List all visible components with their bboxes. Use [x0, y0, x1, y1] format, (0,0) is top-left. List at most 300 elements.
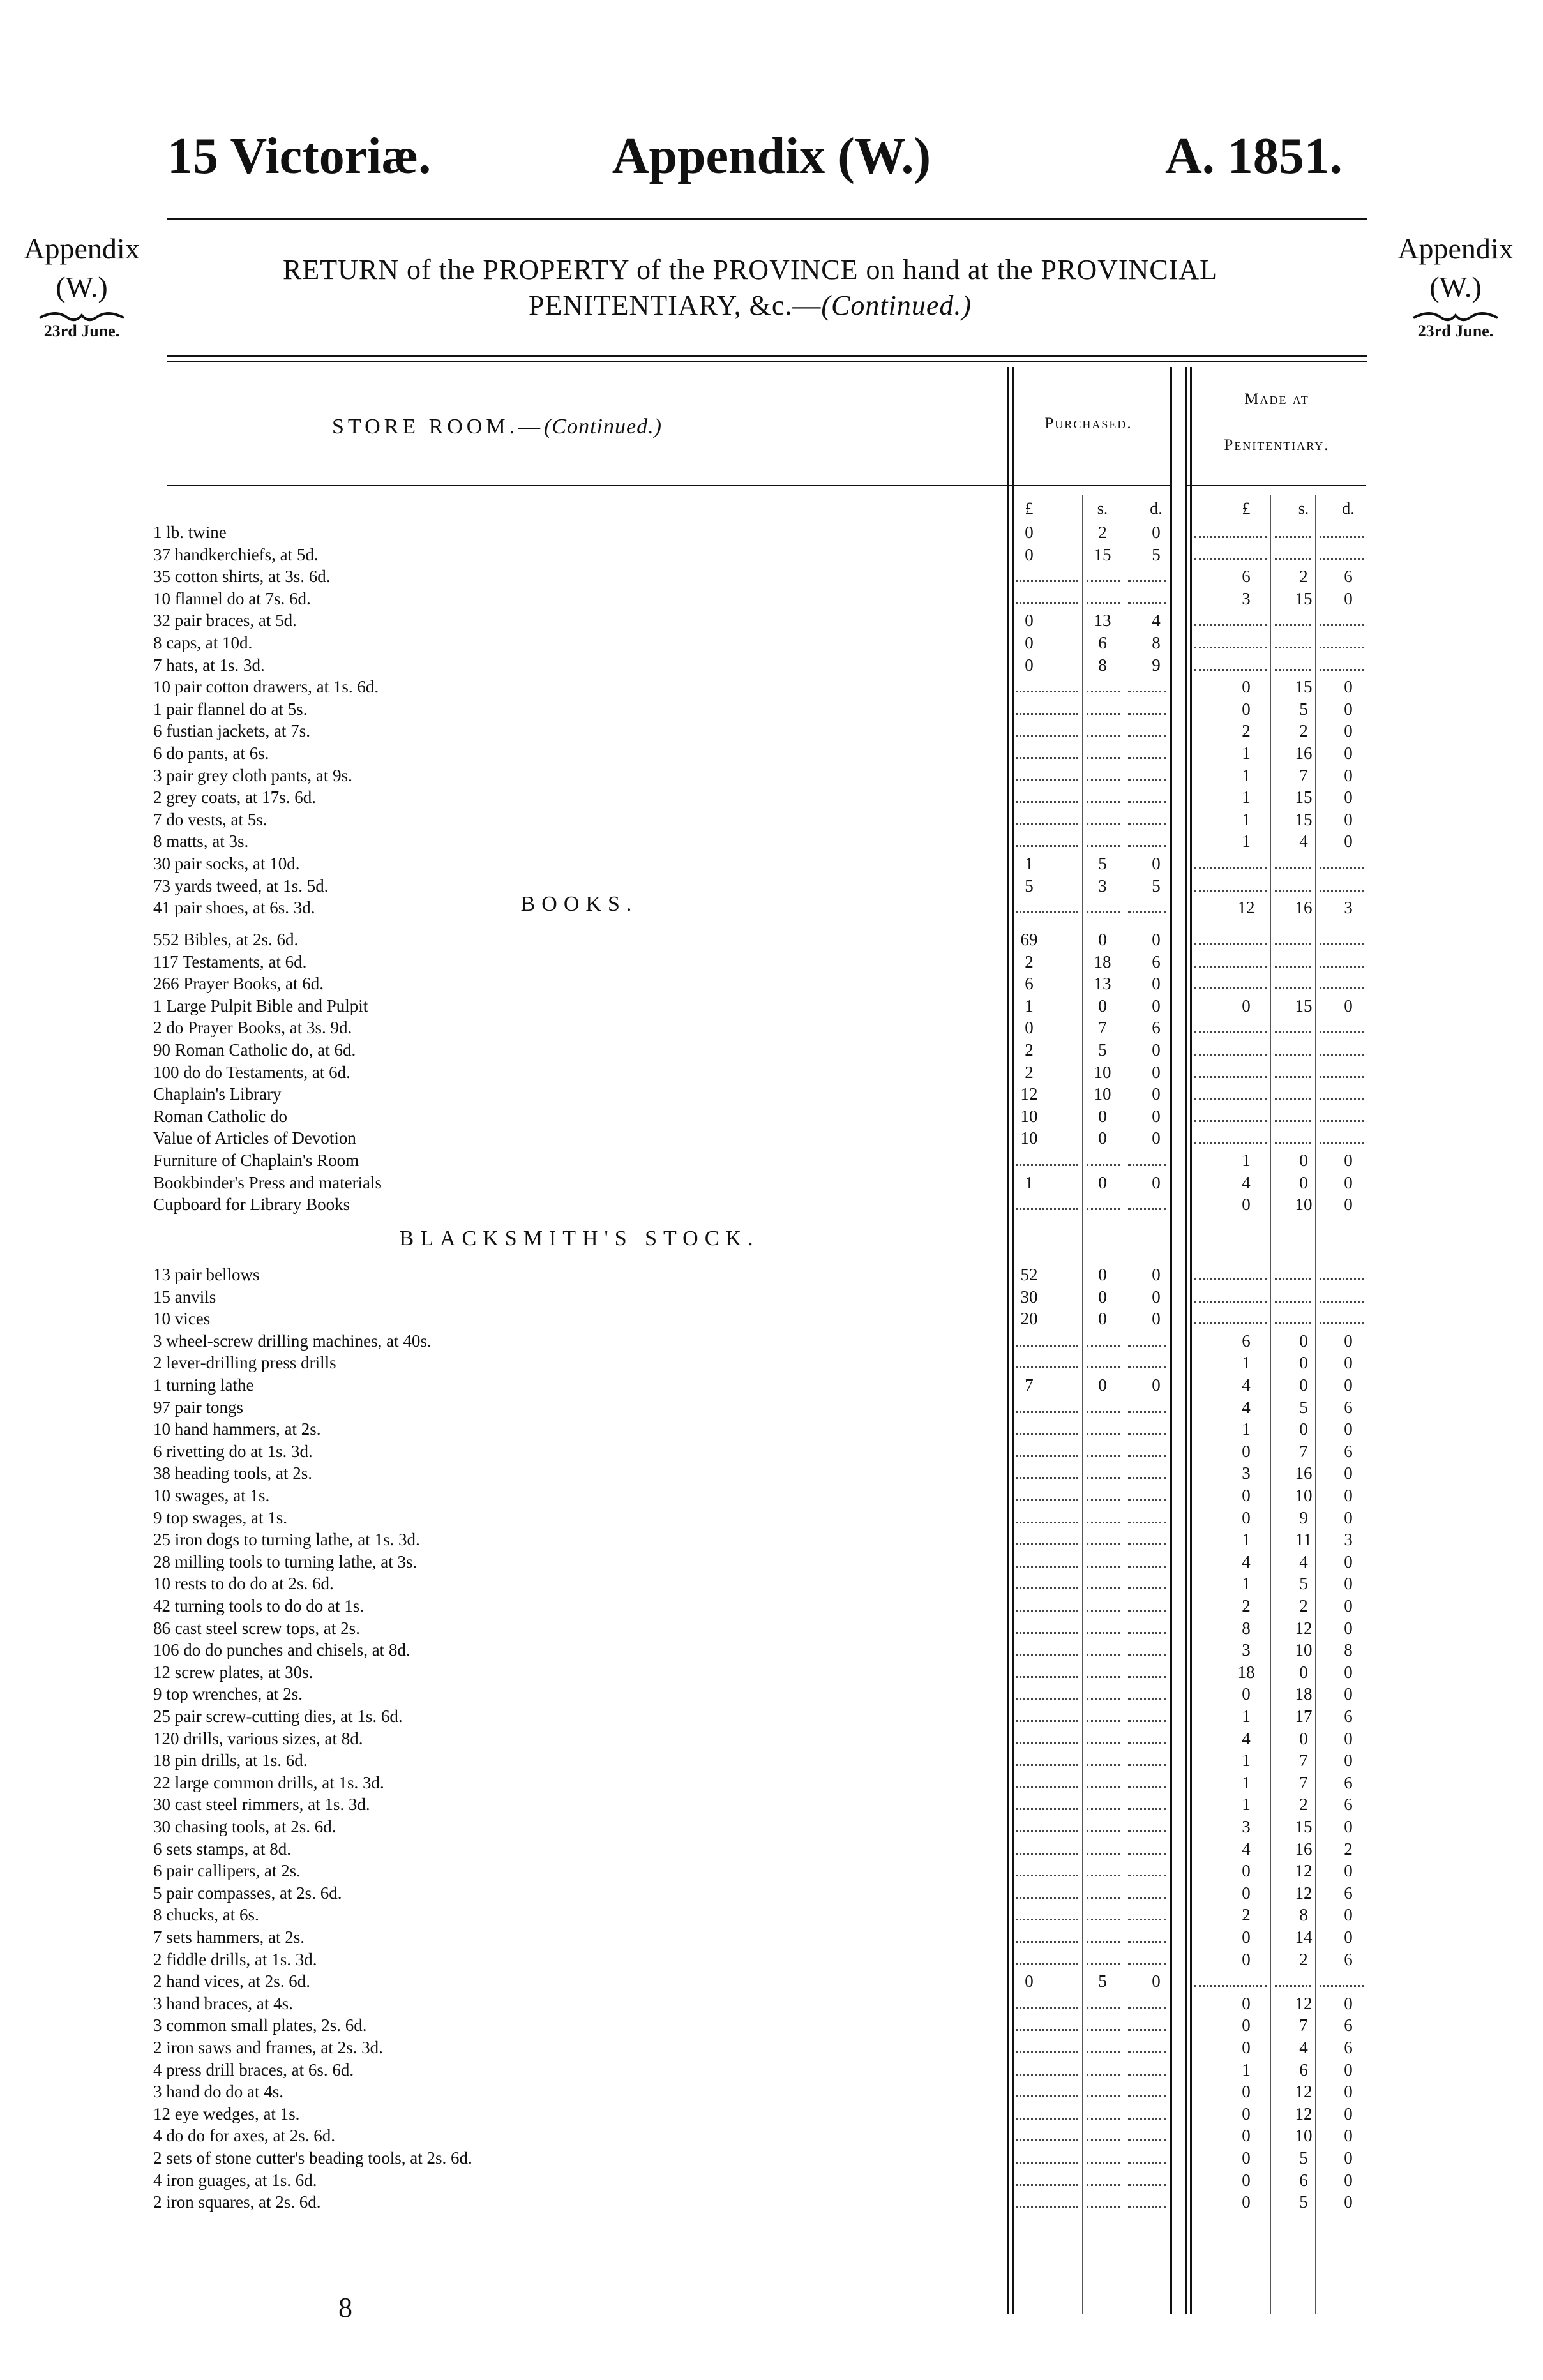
item-text: 1 pair flannel do at 5s. — [153, 700, 311, 719]
made-header-line-2: Penitentiary. — [1224, 437, 1330, 454]
made-pounds: 1 — [1242, 765, 1251, 785]
made-empty-leader — [1192, 853, 1269, 874]
item-text: 5 pair compasses, at 2s. 6d. — [153, 1883, 345, 1903]
purchased-empty-leader — [1125, 1793, 1169, 1815]
purchased-pounds: 1 — [1025, 996, 1034, 1015]
made-empty-leader — [1192, 1083, 1269, 1105]
margin-note-right — [1385, 230, 1526, 341]
purchased-empty-leader — [1125, 698, 1169, 720]
purchased-pounds: 0 — [1025, 544, 1034, 564]
made-shillings: 12 — [1295, 1883, 1313, 1903]
made-shillings: 0 — [1299, 1662, 1308, 1682]
item-text: 42 turning tools to do do at 1s. — [153, 1596, 368, 1615]
item-text: 30 cast steel rimmers, at 1s. 3d. — [153, 1795, 374, 1814]
purchased-pounds: 12 — [1020, 1084, 1038, 1104]
purchased-empty-leader — [1125, 1772, 1169, 1793]
made-empty-leader — [1192, 654, 1269, 676]
purchased-pounds: 0 — [1025, 655, 1034, 675]
made-pounds: 2 — [1242, 1596, 1251, 1615]
item-description — [153, 809, 1005, 830]
item-description — [153, 698, 1005, 720]
purchased-pounds: 0 — [1025, 523, 1034, 542]
made-empty-leader — [1317, 973, 1366, 994]
made-pence: 0 — [1344, 2060, 1353, 2079]
unit-pound: £ — [1025, 499, 1034, 518]
purchased-empty-leader — [1014, 1573, 1081, 1594]
item-text: 6 rivetting do at 1s. 3d. — [153, 1442, 317, 1461]
margin-date: 23rd June. — [1417, 322, 1494, 340]
made-empty-leader — [1317, 853, 1366, 874]
table-row — [0, 929, 1543, 950]
item-description — [153, 1441, 1005, 1462]
purchased-shillings: 10 — [1094, 1084, 1111, 1104]
made-empty-leader — [1272, 951, 1314, 973]
purchased-shillings: 13 — [1094, 611, 1111, 631]
made-pounds: 1 — [1242, 832, 1251, 851]
purchased-pounds: 5 — [1025, 876, 1034, 895]
item-description — [153, 1485, 1005, 1506]
table-row — [0, 521, 1543, 543]
made-empty-leader — [1317, 521, 1366, 543]
made-empty-leader — [1272, 973, 1314, 994]
item-text: 9 top swages, at 1s. — [153, 1508, 291, 1527]
item-description — [153, 2014, 1005, 2036]
purchased-empty-leader — [1084, 1749, 1122, 1771]
purchased-empty-leader — [1014, 1529, 1081, 1550]
top-rule — [167, 218, 1367, 220]
purchased-pence: 5 — [1152, 544, 1161, 564]
table-row — [0, 1039, 1543, 1061]
item-description — [153, 1396, 1005, 1418]
made-pence: 0 — [1344, 699, 1353, 719]
made-empty-leader — [1272, 1061, 1314, 1083]
purchased-empty-leader — [1014, 809, 1081, 830]
margin-label: Appendix — [24, 232, 140, 265]
item-text: 7 do vests, at 5s. — [153, 810, 271, 829]
made-pence: 0 — [1344, 1751, 1353, 1770]
purchased-empty-leader — [1084, 1617, 1122, 1639]
purchased-empty-leader — [1084, 1462, 1122, 1484]
made-pounds: 0 — [1242, 2104, 1251, 2123]
purchased-empty-leader — [1014, 1728, 1081, 1749]
made-pence: 0 — [1344, 721, 1353, 741]
item-description — [153, 654, 1005, 676]
purchased-empty-leader — [1125, 1838, 1169, 1860]
table-row — [0, 1595, 1543, 1617]
item-description — [153, 1683, 1005, 1705]
item-text: 117 Testaments, at 6d. — [153, 952, 310, 971]
made-shillings: 2 — [1299, 721, 1308, 741]
item-text: 1 lb. twine — [153, 523, 230, 542]
leader-dots — [153, 845, 1005, 847]
made-pence: 0 — [1344, 1728, 1353, 1748]
made-pounds: 0 — [1242, 1861, 1251, 1881]
made-pounds: 4 — [1242, 1728, 1251, 1748]
made-empty-leader — [1192, 1286, 1269, 1308]
made-empty-leader — [1272, 1264, 1314, 1285]
purchased-empty-leader — [1014, 2103, 1081, 2125]
made-pence: 0 — [1344, 1195, 1353, 1215]
purchased-empty-leader — [1014, 1705, 1081, 1727]
item-text: Bookbinder's Press and materials — [153, 1173, 386, 1192]
purchased-empty-leader — [1084, 2081, 1122, 2102]
item-description — [153, 1639, 1005, 1661]
made-pence: 0 — [1344, 1331, 1353, 1351]
purchased-shillings: 0 — [1098, 1172, 1107, 1192]
item-description — [153, 830, 1005, 852]
made-shillings: 15 — [1295, 588, 1313, 608]
table-row — [0, 1661, 1543, 1683]
item-text: 10 rests to do do at 2s. 6d. — [153, 1574, 338, 1593]
made-shillings: 7 — [1299, 2016, 1308, 2035]
purchased-empty-leader — [1125, 2103, 1169, 2125]
made-empty-leader — [1192, 973, 1269, 994]
table-row — [0, 1926, 1543, 1948]
purchased-empty-leader — [1084, 2037, 1122, 2058]
item-description — [153, 1194, 1005, 1215]
made-shillings: 6 — [1299, 2060, 1308, 2079]
made-pounds: 0 — [1242, 996, 1251, 1015]
purchased-empty-leader — [1014, 1904, 1081, 1926]
made-pence: 0 — [1344, 2082, 1353, 2102]
made-pence: 0 — [1344, 1419, 1353, 1439]
made-empty-leader — [1272, 544, 1314, 565]
purchased-empty-leader — [1125, 1352, 1169, 1373]
made-pounds: 1 — [1242, 1795, 1251, 1815]
item-description — [153, 1551, 1005, 1573]
item-text: 2 lever-drilling press drills — [153, 1353, 340, 1372]
table-row — [0, 1083, 1543, 1105]
purchased-empty-leader — [1084, 720, 1122, 742]
purchased-shillings: 10 — [1094, 1062, 1111, 1082]
purchased-empty-leader — [1125, 2191, 1169, 2213]
item-description — [153, 2059, 1005, 2081]
item-text: 6 do pants, at 6s. — [153, 744, 273, 763]
item-text: 18 pin drills, at 1s. 6d. — [153, 1751, 312, 1770]
item-text: 8 matts, at 3s. — [153, 832, 252, 851]
made-shillings: 16 — [1295, 1463, 1313, 1483]
table-row — [0, 2103, 1543, 2125]
purchased-empty-leader — [1014, 2081, 1081, 2102]
purchased-shillings: 0 — [1098, 1287, 1107, 1306]
purchased-empty-leader — [1084, 1149, 1122, 1171]
purchased-empty-leader — [1014, 1418, 1081, 1440]
item-description — [153, 2147, 1005, 2169]
made-shillings: 0 — [1299, 1375, 1308, 1395]
purchased-pounds: 69 — [1020, 930, 1038, 949]
made-empty-leader — [1272, 875, 1314, 897]
purchased-empty-leader — [1084, 1728, 1122, 1749]
purchased-empty-leader — [1125, 786, 1169, 808]
made-pounds: 1 — [1242, 744, 1251, 763]
made-pence: 0 — [1344, 1927, 1353, 1947]
purchased-empty-leader — [1125, 830, 1169, 852]
item-text: 3 hand do do at 4s. — [153, 2082, 287, 2101]
purchased-empty-leader — [1084, 1595, 1122, 1617]
purchased-empty-leader — [1014, 830, 1081, 852]
made-empty-leader — [1192, 610, 1269, 631]
made-pounds: 3 — [1242, 1463, 1251, 1483]
made-pence: 0 — [1344, 1552, 1353, 1571]
made-pounds: 0 — [1242, 1949, 1251, 1969]
purchased-pounds: 0 — [1025, 611, 1034, 631]
made-pounds: 0 — [1242, 677, 1251, 697]
margin-note-left — [11, 230, 152, 341]
made-pence: 0 — [1344, 1596, 1353, 1615]
table-row — [0, 1882, 1543, 1904]
header-right: A. 1851. — [1165, 128, 1343, 184]
item-description — [153, 1105, 1005, 1127]
purchased-pounds: 1 — [1025, 1172, 1034, 1192]
title-continued: (Continued.) — [821, 290, 972, 321]
made-empty-leader — [1317, 1105, 1366, 1127]
item-text: 3 hand braces, at 4s. — [153, 1994, 297, 2013]
purchased-pence: 0 — [1152, 1265, 1161, 1284]
made-pounds: 0 — [1242, 2170, 1251, 2190]
leader-dots — [153, 1278, 1005, 1280]
ornament-swirl-icon — [1411, 308, 1500, 322]
item-text: 37 handkerchiefs, at 5d. — [153, 545, 322, 564]
purchased-pounds: 0 — [1025, 633, 1034, 652]
purchased-empty-leader — [1084, 1838, 1122, 1860]
page-number: 8 — [338, 2292, 352, 2323]
purchased-empty-leader — [1014, 565, 1081, 587]
purchased-empty-leader — [1084, 1551, 1122, 1573]
item-text: 22 large common drills, at 1s. 3d. — [153, 1773, 388, 1792]
made-pounds: 0 — [1242, 699, 1251, 719]
purchased-pounds: 1 — [1025, 854, 1034, 873]
purchased-empty-leader — [1125, 2014, 1169, 2036]
table-row — [0, 973, 1543, 994]
purchased-shillings: 3 — [1098, 876, 1107, 895]
purchased-empty-leader — [1084, 2191, 1122, 2213]
purchased-shillings: 18 — [1094, 952, 1111, 971]
table-row — [0, 1793, 1543, 1815]
made-pence: 6 — [1344, 1397, 1353, 1417]
made-pounds: 0 — [1242, 2016, 1251, 2035]
purchased-empty-leader — [1125, 1573, 1169, 1594]
table-row — [0, 588, 1543, 610]
item-text: 12 eye wedges, at 1s. — [153, 2104, 303, 2123]
table-row — [0, 1970, 1543, 1992]
item-description — [153, 632, 1005, 654]
made-pounds: 18 — [1237, 1662, 1255, 1682]
made-pence: 6 — [1344, 1883, 1353, 1903]
purchased-empty-leader — [1084, 698, 1122, 720]
made-empty-leader — [1317, 1017, 1366, 1038]
table-row — [0, 1551, 1543, 1573]
purchased-empty-leader — [1014, 1617, 1081, 1639]
purchased-pence: 0 — [1152, 1309, 1161, 1329]
item-description — [153, 1308, 1005, 1329]
item-description — [153, 1749, 1005, 1771]
leader-dots — [153, 669, 1005, 671]
table-row — [0, 1330, 1543, 1352]
item-text: 10 hand hammers, at 2s. — [153, 1419, 324, 1439]
purchased-empty-leader — [1084, 1330, 1122, 1352]
made-shillings: 12 — [1295, 1618, 1313, 1638]
item-text: 6 sets stamps, at 8d. — [153, 1839, 295, 1859]
purchased-empty-leader — [1014, 1661, 1081, 1683]
margin-label: Appendix — [1397, 232, 1514, 265]
made-shillings: 15 — [1295, 1817, 1313, 1836]
purchased-pounds: 10 — [1020, 1128, 1038, 1148]
item-text: 2 sets of stone cutter's beading tools, at 2s. 6d. — [153, 2148, 476, 2167]
store-room-header: STORE ROOM.—(Continued.) — [332, 415, 662, 438]
made-pence: 0 — [1344, 2170, 1353, 2190]
item-description — [153, 1860, 1005, 1882]
purchased-empty-leader — [1014, 897, 1081, 918]
item-text: 2 iron squares, at 2s. 6d. — [153, 2192, 324, 2212]
item-text: 73 yards tweed, at 1s. 5d. — [153, 876, 332, 895]
purchased-pence: 0 — [1152, 1040, 1161, 1059]
purchased-empty-leader — [1014, 1949, 1081, 1970]
made-empty-leader — [1317, 654, 1366, 676]
purchased-shillings: 0 — [1098, 1375, 1107, 1395]
made-pence: 6 — [1344, 1795, 1353, 1815]
item-description — [153, 1838, 1005, 1860]
title-rule-thin — [167, 361, 1367, 362]
item-text: 9 top wrenches, at 2s. — [153, 1684, 306, 1703]
made-pence: 0 — [1344, 2192, 1353, 2212]
item-description — [153, 1904, 1005, 1926]
made-pounds: 2 — [1242, 721, 1251, 741]
made-pence: 0 — [1344, 1817, 1353, 1836]
made-pence: 0 — [1344, 1375, 1353, 1395]
leader-dots — [153, 647, 1005, 648]
item-description — [153, 973, 1005, 994]
made-pence: 0 — [1344, 1574, 1353, 1594]
purchased-empty-leader — [1125, 2125, 1169, 2146]
purchased-empty-leader — [1014, 1441, 1081, 1462]
made-empty-leader — [1317, 929, 1366, 950]
table-row — [0, 1462, 1543, 1484]
purchased-empty-leader — [1084, 1661, 1122, 1683]
unit-shilling: s. — [1298, 499, 1309, 518]
made-shillings: 18 — [1295, 1684, 1313, 1704]
table-row — [0, 1749, 1543, 1771]
made-pounds: 1 — [1242, 1419, 1251, 1439]
purchased-empty-leader — [1084, 1485, 1122, 1506]
purchased-empty-leader — [1084, 1816, 1122, 1837]
purchased-empty-leader — [1084, 2014, 1122, 2036]
made-empty-leader — [1317, 632, 1366, 654]
title-line-2: PENITENTIARY, &c.—(Continued.) — [528, 290, 972, 321]
item-text: Roman Catholic do — [153, 1107, 291, 1126]
item-text: Value of Articles of Devotion — [153, 1128, 360, 1148]
purchased-shillings: 5 — [1098, 1040, 1107, 1059]
made-empty-leader — [1192, 1039, 1269, 1061]
made-pounds: 4 — [1242, 1552, 1251, 1571]
item-text: 4 press drill braces, at 6s. 6d. — [153, 2060, 358, 2079]
item-text: 4 iron guages, at 1s. 6d. — [153, 2171, 320, 2190]
purchased-empty-leader — [1084, 2125, 1122, 2146]
made-pence: 0 — [1344, 1618, 1353, 1638]
made-empty-leader — [1192, 1970, 1269, 1992]
item-text: 38 heading tools, at 2s. — [153, 1463, 316, 1483]
item-description — [153, 1017, 1005, 1038]
item-text: 10 vices — [153, 1309, 214, 1328]
leader-dots — [153, 1499, 1005, 1501]
item-description — [153, 853, 1005, 874]
item-description — [153, 1772, 1005, 1793]
purchased-empty-leader — [1125, 2059, 1169, 2081]
made-empty-leader — [1317, 610, 1366, 631]
purchased-empty-leader — [1014, 676, 1081, 698]
purchased-shillings: 0 — [1098, 1106, 1107, 1126]
made-pounds: 1 — [1242, 1151, 1251, 1170]
margin-sub: (W.) — [56, 271, 108, 303]
made-shillings: 7 — [1299, 1751, 1308, 1770]
table-row — [0, 544, 1543, 565]
purchased-pence: 5 — [1152, 876, 1161, 895]
purchased-empty-leader — [1084, 1705, 1122, 1727]
purchased-empty-leader — [1125, 1507, 1169, 1529]
purchased-empty-leader — [1014, 1926, 1081, 1948]
purchased-pence: 0 — [1152, 1128, 1161, 1148]
purchased-empty-leader — [1125, 1860, 1169, 1882]
table-row — [0, 1507, 1543, 1529]
table-row — [0, 1194, 1543, 1215]
table-row — [0, 853, 1543, 874]
purchased-empty-leader — [1125, 1816, 1169, 1837]
item-text: 32 pair braces, at 5d. — [153, 611, 301, 630]
item-text: 4 do do for axes, at 2s. 6d. — [153, 2126, 339, 2145]
purchased-empty-leader — [1125, 1551, 1169, 1573]
made-shillings: 4 — [1299, 2038, 1308, 2057]
made-pounds: 1 — [1242, 1353, 1251, 1373]
item-description — [153, 1172, 1005, 1194]
item-text: 90 Roman Catholic do, at 6d. — [153, 1040, 359, 1059]
made-empty-leader — [1317, 1264, 1366, 1285]
table-row — [0, 2081, 1543, 2102]
purchased-empty-leader — [1084, 742, 1122, 764]
made-pence: 0 — [1344, 1684, 1353, 1704]
purchased-pounds: 52 — [1020, 1265, 1038, 1284]
purchased-empty-leader — [1125, 1949, 1169, 1970]
made-pounds: 1 — [1242, 1751, 1251, 1770]
purchased-pence: 6 — [1152, 1018, 1161, 1038]
made-empty-leader — [1192, 951, 1269, 973]
item-description — [153, 1330, 1005, 1352]
item-description — [153, 742, 1005, 764]
item-description — [153, 1083, 1005, 1105]
purchased-empty-leader — [1014, 1993, 1081, 2014]
purchased-empty-leader — [1084, 765, 1122, 786]
purchased-pence: 4 — [1152, 611, 1161, 631]
made-pence: 0 — [1344, 2148, 1353, 2167]
margin-sub: (W.) — [1429, 271, 1482, 303]
purchased-shillings: 0 — [1098, 930, 1107, 949]
item-text: 6 pair callipers, at 2s. — [153, 1861, 305, 1880]
item-text: 86 cast steel screw tops, at 2s. — [153, 1619, 364, 1638]
made-pence: 6 — [1344, 2038, 1353, 2057]
made-shillings: 10 — [1295, 1640, 1313, 1660]
leader-dots — [153, 1322, 1005, 1324]
made-empty-leader — [1192, 1264, 1269, 1285]
purchased-empty-leader — [1014, 1860, 1081, 1882]
made-pounds: 1 — [1242, 788, 1251, 807]
purchased-pence: 9 — [1152, 655, 1161, 675]
purchased-empty-leader — [1014, 1772, 1081, 1793]
item-text: 120 drills, various sizes, at 8d. — [153, 1729, 366, 1748]
item-text: Furniture of Chaplain's Room — [153, 1151, 363, 1170]
purchased-empty-leader — [1014, 1551, 1081, 1573]
purchased-pence: 0 — [1152, 523, 1161, 542]
purchased-empty-leader — [1125, 1993, 1169, 2014]
purchased-empty-leader — [1125, 1661, 1169, 1683]
table-row — [0, 1308, 1543, 1329]
